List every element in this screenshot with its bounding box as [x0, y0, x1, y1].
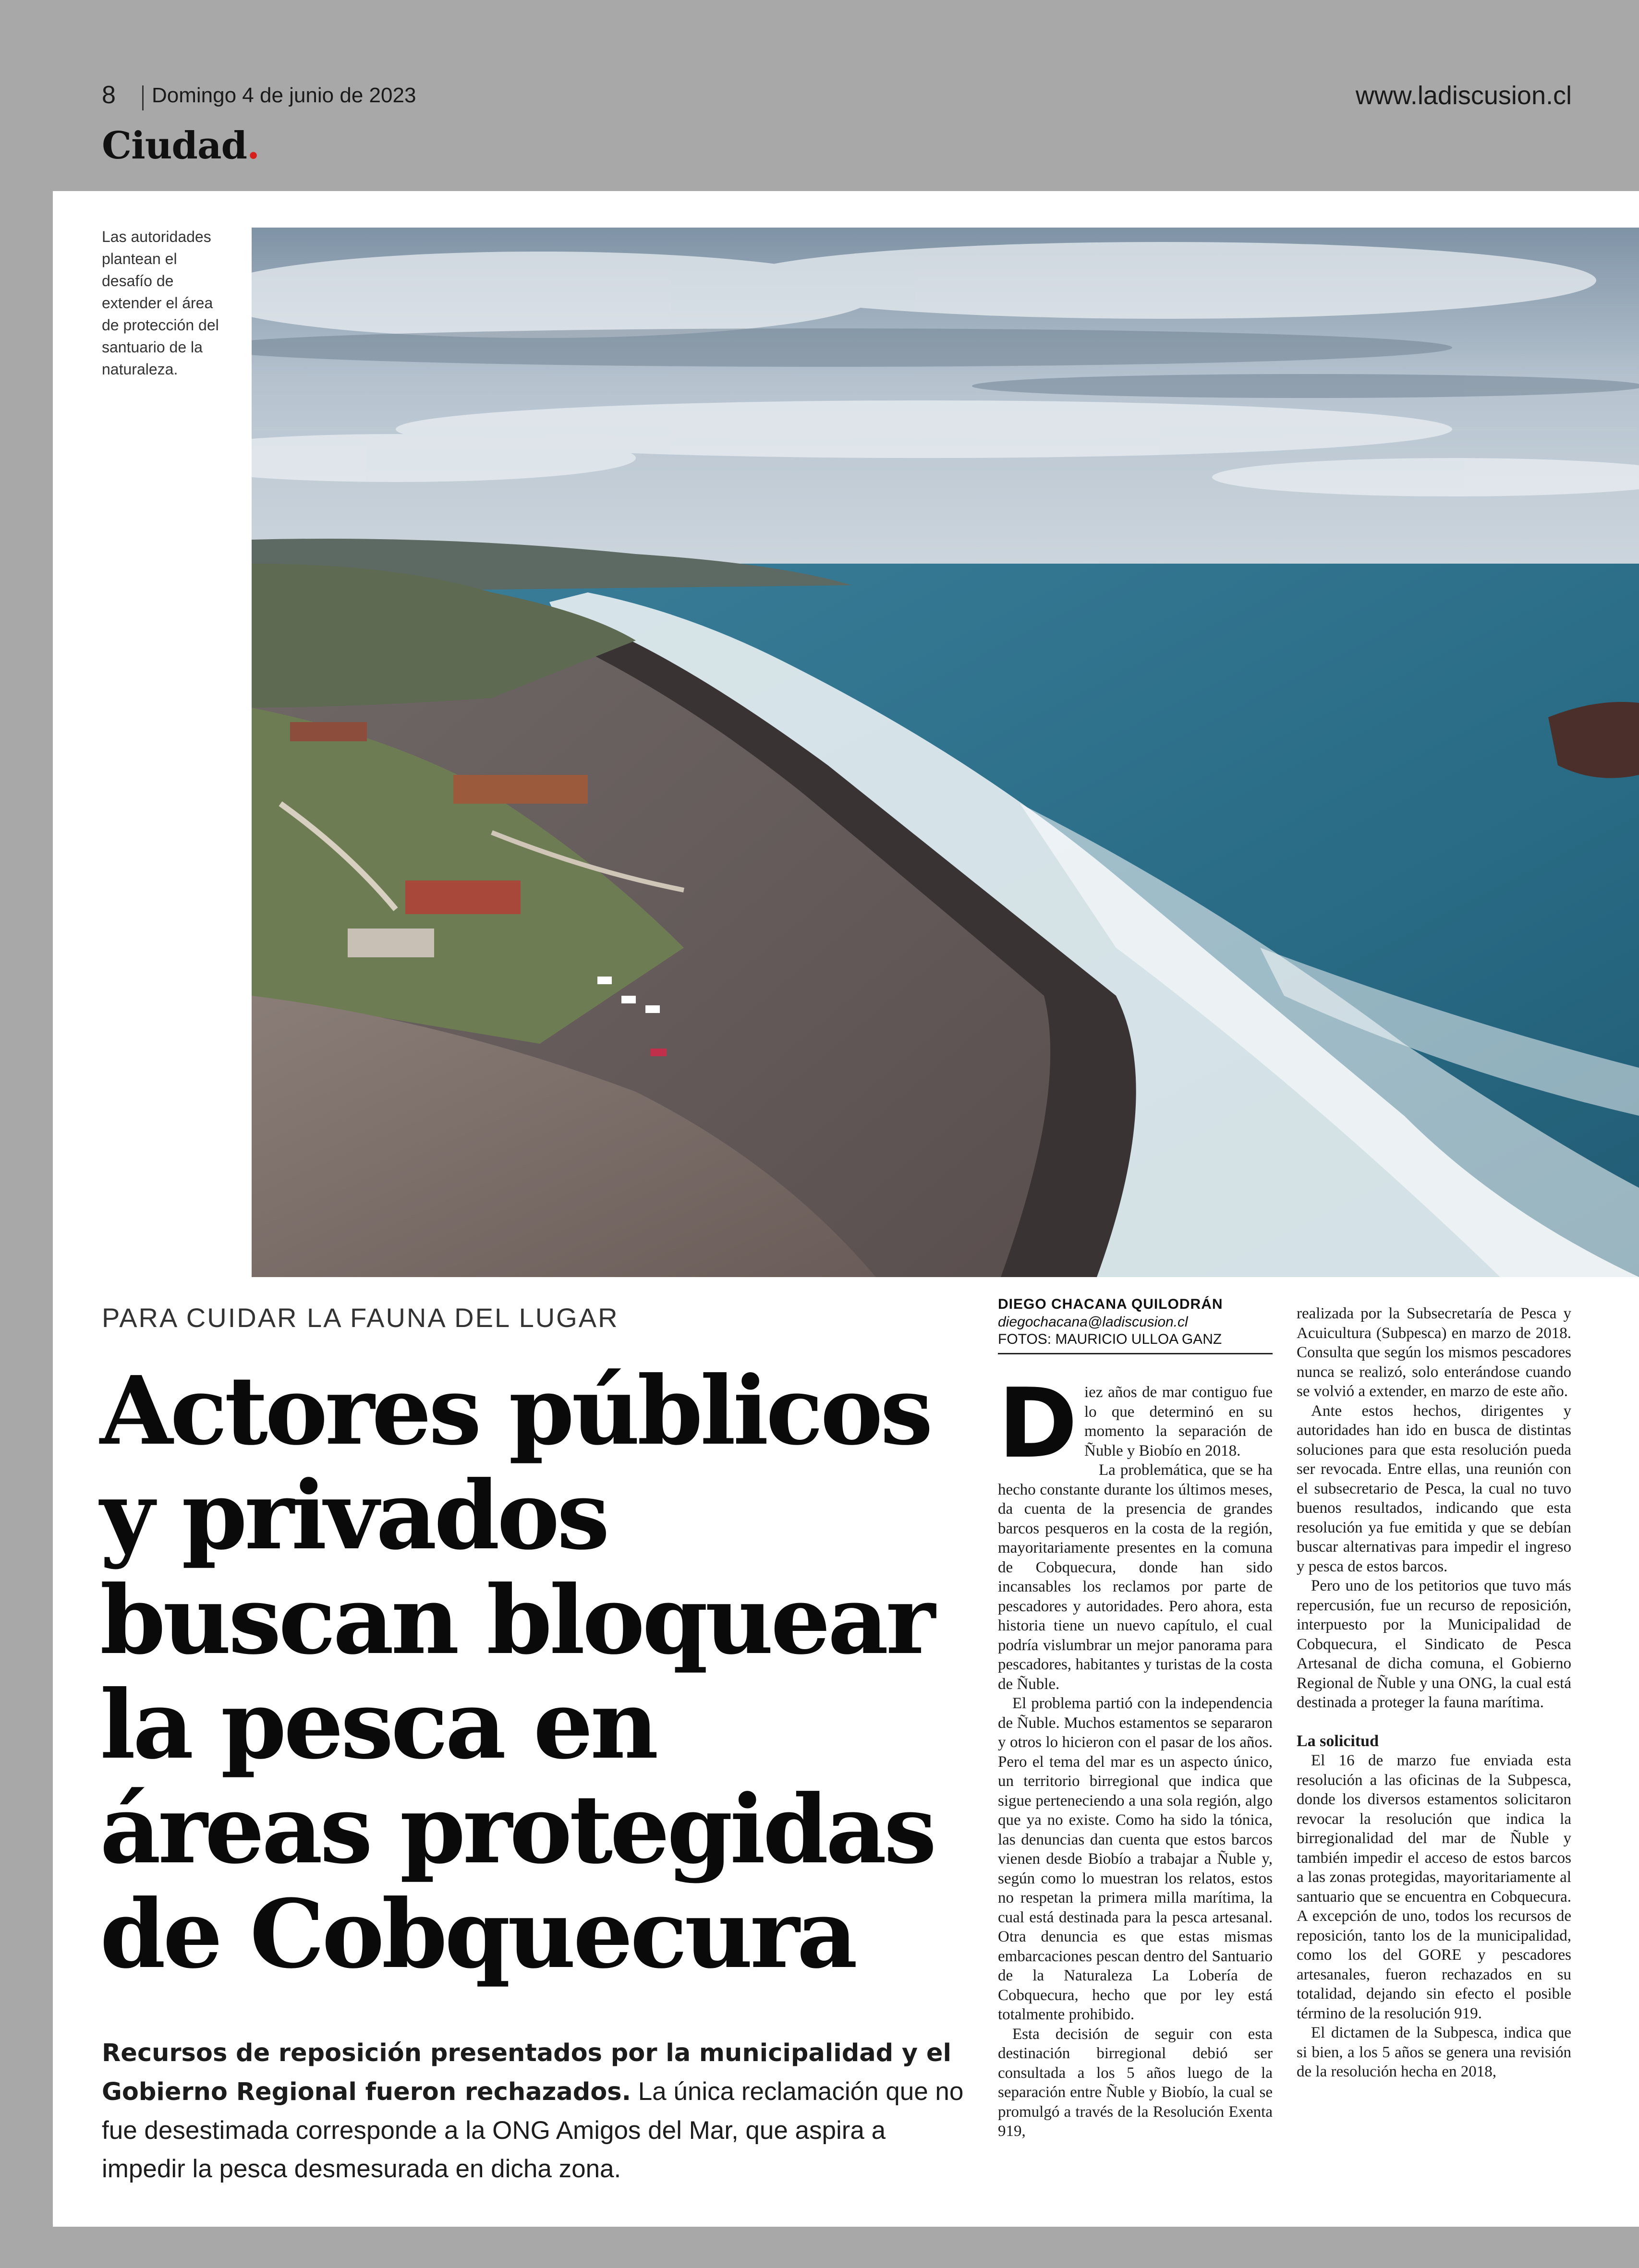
- body-paragraph: Pero uno de los petitorios que tuvo más repercusión, fue un recurso de reposición, interpuesto por la Municipalidad de Cobquecura, el Sindicato de Pesca Artesanal de dicha comuna, el Gobierno Regional de Ñuble y una ONG, la cual está destinada a proteger la fauna marítima.: [1297, 1577, 1571, 1711]
- body-paragraph: El 16 de marzo fue enviada esta resolución a las oficinas de la Subpesca, donde los diversos estamentos solicitaron revocar la resolución que indica la birregionalidad del mar de Ñuble y también impedir el acceso de estos barcos a las zonas protegidas, mayoritariamente al santuario que se encuentra en Cobquecura. A excepción de uno, todos los recursos de reposición, tanto los de la municipalidad, como los del GORE y pescadores artesanales, fueron rechazados en su totalidad, dejando sin efecto el posible término de la resolución 919.: [1297, 1752, 1571, 2022]
- body-subhead: La solicitud: [1297, 1732, 1379, 1750]
- drop-cap: D: [998, 1383, 1078, 1480]
- byline-photos: FOTOS: MAURICIO ULLOA GANZ: [998, 1331, 1222, 1347]
- byline-rule: [998, 1353, 1273, 1354]
- body-paragraph: Esta decisión de seguir con esta destinación birregional debió ser consultada a los 5 años luego de la separación entre Ñuble y Biobío, la cual se promulgó a través de la Resolución Exenta 919,: [998, 2025, 1273, 2140]
- body-column-2: [1297, 1304, 1571, 2184]
- photo-illustration: [252, 228, 1639, 1277]
- aerial-coast-photo: [252, 228, 1639, 1277]
- body-column-1: [998, 1383, 1273, 2184]
- byline-email[interactable]: diegochacana@ladiscusion.cl: [998, 1314, 1188, 1330]
- body-paragraph: El problema partió con la independencia de Ñuble. Muchos estamentos se separaron y otros lo hicieron con el pasar de los años. Pero el tema del mar es un aspecto único, un territorio birregional que indica que sigue perteneciendo a una sola región, algo que ya no existe. Como ha sido la tónica, las denuncias dan cuenta que estos barcos vienen desde Biobío a trabajar a Ñuble y, según como lo muestran los relatos, estos no respetan la primera milla marítima, la cual está destinada para la pesca artesanal. Otra denuncia es que estas mismas embarcaciones pescan dentro del Santuario de la Naturaleza La Lobería de Cobquecura, hecho que por ley está totalmente prohibido.: [998, 1695, 1273, 2023]
- headline-line: la pesca en: [100, 1670, 656, 1780]
- section-title: [102, 124, 259, 168]
- headline-line: de Cobquecura: [100, 1879, 855, 1990]
- byline: [998, 1295, 1273, 1354]
- article-headline: [100, 1356, 998, 1990]
- article-kicker: PARA CUIDAR LA FAUNA DEL LUGAR: [102, 1303, 619, 1333]
- issue-date: Domingo 4 de junio de 2023: [152, 84, 416, 107]
- section-name: Ciudad: [102, 124, 247, 168]
- header-divider: [142, 85, 144, 110]
- headline-line: Actores públicos: [100, 1356, 931, 1466]
- body-paragraph: Ante estos hechos, dirigentes y autoridades han ido en busca de distintas soluciones para que esta resolución pueda ser revocada. Entre ellas, una reunión con el subsecretario de Pesca, la cual no tuvo buenos resultados, indicando que esta resolución ya fue emitida y que se debían buscar alternativas para impedir el ingreso y pesca de estos barcos.: [1297, 1402, 1571, 1575]
- section-dot: .: [247, 124, 260, 168]
- body-paragraph: realizada por la Subsecretaría de Pesca y Acuicultura (Subpesca) en marzo de 2018. Consulta que según los mismos pescadores nunca se realizó, solo enterándose cuando se volvió a extender, en marzo de este año.: [1297, 1305, 1571, 1400]
- page-number: 8: [102, 81, 116, 109]
- body-paragraph: Diez años de mar contiguo fue lo que determinó en su momento la separación de Ñuble y Biobío en 2018.: [998, 1383, 1273, 1480]
- headline-line: y privados: [100, 1460, 607, 1571]
- headline-line: buscan bloquear: [100, 1565, 933, 1676]
- website-link[interactable]: www.ladiscusion.cl: [1355, 81, 1572, 110]
- lead-text: La única reclamación que no fue desestimada corresponde a la ONG Amigos del Mar, que aspira a impedir la pesca desmesurada en dicha zona.: [102, 2077, 964, 2183]
- building-roof: [405, 881, 521, 914]
- body-paragraph: La problemática, que se ha hecho constante durante los últimos meses, da cuenta de la presencia de grandes barcos pesqueros en la costa de la región, mayoritariamente presentes en la comuna de Cobquecura, donde han sido incansables los reclamos por parte de pescadores y autoridades. Pero ahora, esta historia tiene un nuevo capítulo, el cual podría vislumbrar un mejor panorama para pescadores, habitantes y turistas de la costa de Ñuble.: [998, 1461, 1273, 1693]
- lead-bold: Recursos de reposición presentados por la municipalidad y el Gobierno Regional fueron rechazados.: [102, 2039, 951, 2106]
- photo-caption: Las autoridades plantean el desafío de extender el área de protección del santuario de la naturaleza.: [102, 228, 219, 378]
- article-lead: [102, 2034, 966, 2188]
- body-paragraph: El dictamen de la Subpesca, indica que si bien, a los 5 años se genera una revisión de la resolución hecha en 2018,: [1297, 2024, 1571, 2080]
- headline-line: áreas protegidas: [100, 1774, 934, 1885]
- rocks: [1548, 702, 1639, 778]
- byline-author: DIEGO CHACANA QUILODRÁN: [998, 1296, 1223, 1312]
